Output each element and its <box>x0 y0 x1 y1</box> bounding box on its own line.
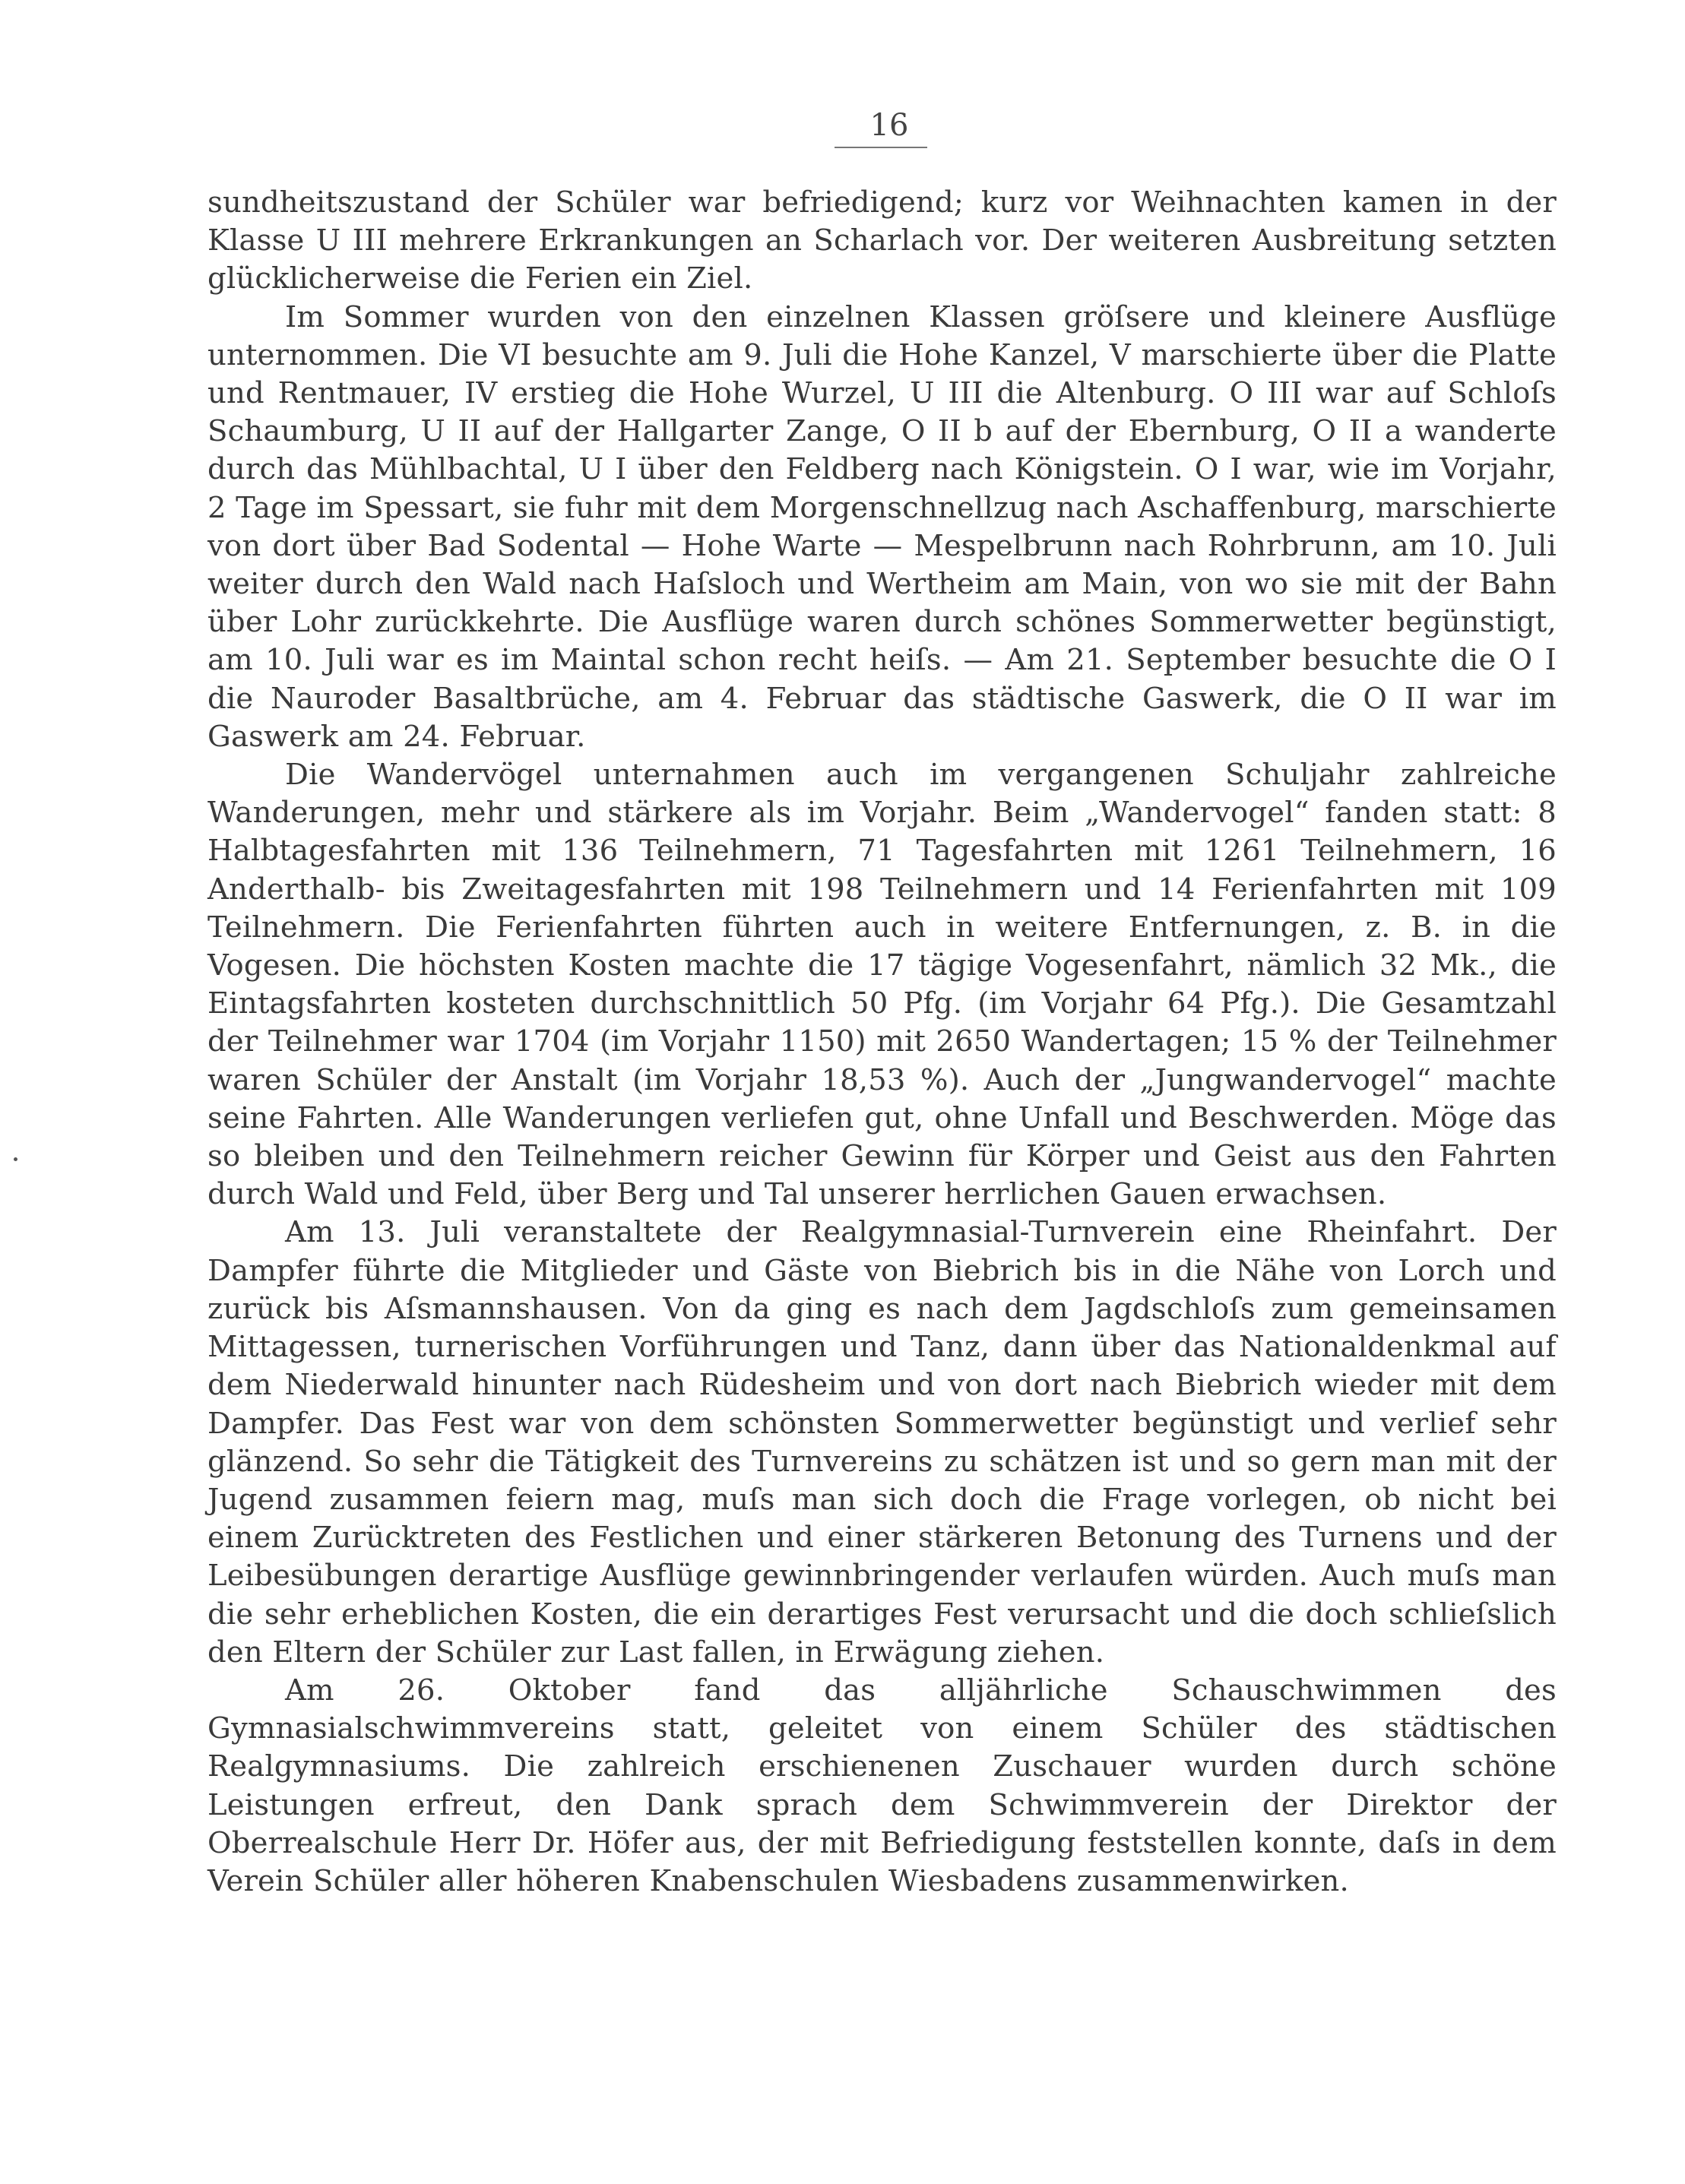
paragraph-wandervogel: Die Wandervögel unternahmen auch im vergangenen Schuljahr zahlreiche Wanderungen, mehr und stärkere als im Vorjahr. Beim „Wandervogel“ fanden statt: 8 Halbtagesfahrten mit 136 Teilnehmern, 71 Tagesfahrten mit 1261 Teilnehmern, 16 Anderthalb- bis Zweitagesfahrten mit 198 Teilnehmern und 14 Ferienfahrten mit 109 Teilnehmern. Die Ferienfahrten führten auch in weitere Entfernungen, z. B. in die Vogesen. Die höchsten Kosten machte die 17 tägige Vogesenfahrt, nämlich 32 Mk., die Eintagsfahrten kosteten durchschnittlich 50 Pfg. (im Vorjahr 64 Pfg.). Die Gesamtzahl der Teilnehmer war 1704 (im Vorjahr 1150) mit 2650 Wandertagen; 15 % der Teilnehmer waren Schüler der Anstalt (im Vorjahr 18,53 %). Auch der „Jungwandervogel“ machte seine Fahrten. Alle Wanderungen verliefen gut, ohne Unfall und Beschwerden. Möge das so bleiben und den Teilnehmern reicher Gewinn für Körper und Geist aus den Fahrten durch Wald und Feld, über Berg und Tal unserer herrlichen Gauen erwachsen. <box>207 758 1557 1212</box>
margin-dot <box>14 1157 17 1161</box>
page-number-rule <box>835 147 927 148</box>
page-number: 16 <box>869 108 909 143</box>
paragraph-turnverein: Am 13. Juli veranstaltete der Realgymnasial-Turnverein eine Rheinfahrt. Der Dampfer führte die Mitglieder und Gäste von Biebrich bis in die Nähe von Lorch und zurück bis Aſsmannshausen. Von da ging es nach dem Jagdschloſs zum gemeinsamen Mittagessen, turnerischen Vorführungen und Tanz, dann über das Nationaldenkmal auf dem Niederwald hinunter nach Rüdesheim und von dort nach Biebrich wieder mit dem Dampfer. Das Fest war von dem schönsten Sommerwetter begünstigt und verlief sehr glänzend. So sehr die Tätigkeit des Turnvereins zu schätzen ist und so gern man mit der Jugend zusammen feiern mag, muſs man sich doch die Frage vorlegen, ob nicht bei einem Zurücktreten des Festlichen und einer stärkeren Betonung des Turnens und der Leibesübungen derartige Ausflüge gewinnbringender verlaufen würden. Auch muſs man die sehr erheblichen Kosten, die ein derartiges Fest verursacht und die doch schlieſslich den Eltern der Schüler zur Last fallen, in Erwägung ziehen. <box>207 1215 1557 1670</box>
paragraph-excursions: Im Sommer wurden von den einzelnen Klassen gröſsere und kleinere Ausflüge unternommen. Die VI besuchte am 9. Juli die Hohe Kanzel, V marschierte über die Platte und Rentmauer, IV erstieg die Hohe Wurzel, U III die Altenburg. O III war auf Schloſs Schaumburg, U II auf der Hallgarter Zange, O II b auf der Ebernburg, O II a wanderte durch das Mühlbachtal, U I über den Feldberg nach Königstein. O I war, wie im Vorjahr, 2 Tage im Spessart, sie fuhr mit dem Morgenschnellzug nach Aschaffenburg, marschierte von dort über Bad Sodental — Hohe Warte — Mespelbrunn nach Rohrbrunn, am 10. Juli weiter durch den Wald nach Haſsloch und Wertheim am Main, von wo sie mit der Bahn über Lohr zurückkehrte. Die Ausflüge waren durch schönes Sommerwetter begünstigt, am 10. Juli war es im Maintal schon recht heiſs. — Am 21. September besuchte die O I die Nauroder Basaltbrüche, am 4. Februar das städtische Gaswerk, die O II war im Gaswerk am 24. Februar. <box>207 299 1557 754</box>
paragraph-health: sundheitszustand der Schüler war befriedigend; kurz vor Weihnachten kamen in der Klasse U III mehrere Erkrankungen an Scharlach vor. Der weiteren Ausbreitung setzten glücklicherweise die Ferien ein Ziel. <box>207 185 1557 296</box>
paragraph-schwimmen: Am 26. Oktober fand das alljährliche Schauschwimmen des Gymnasialschwimmvereins statt, geleitet von einem Schüler des städtischen Realgymnasiums. Die zahlreich erschienenen Zuschauer wurden durch schöne Leistungen erfreut, den Dank sprach dem Schwimmverein der Direktor der Oberrealschule Herr Dr. Höfer aus, der mit Befriedigung feststellen konnte, daſs in dem Verein Schüler aller höheren Knabenschulen Wiesbadens zusammenwirken. <box>207 1673 1557 1898</box>
page-body <box>207 184 1557 1901</box>
